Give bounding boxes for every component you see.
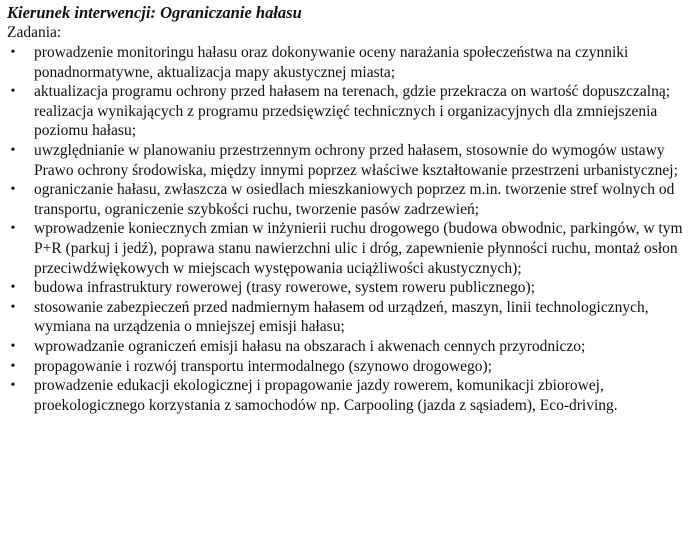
list-item (7, 180, 691, 219)
bullet-icon: • (10, 299, 16, 315)
list-item (7, 82, 691, 141)
task-text: propagowanie i rozwój transportu intermodalnego (szynowo drogowego); (34, 357, 492, 375)
list-item (7, 298, 691, 337)
list-item (7, 219, 691, 278)
task-text: prowadzenie edukacji ekologicznej i propagowanie jazdy rowerem, komunikacji zbiorowej, proekologicznego korzystania z samochodów np. Carpooling (jazda z sąsiadem), Eco-driving. (34, 377, 618, 414)
task-text: aktualizacja programu ochrony przed hałasem na terenach, gdzie przekracza on wartość dopuszczalną; realizacja wynikających z programu przedsięwzięć technicznych i organizacyjnych dla zmniejszenia poziomu hałasu; (34, 83, 671, 140)
task-text: stosowanie zabezpieczeń przed nadmiernym hałasem od urządzeń, maszyn, linii technologicznych, wymiana na urządzenia o mniejszej emisji hałasu; (34, 298, 649, 336)
task-text: wprowadzanie ograniczeń emisji hałasu na obszarach i akwenach cennych przyrodniczo; (34, 337, 586, 355)
list-item (7, 141, 691, 180)
bullet-icon: • (10, 378, 16, 394)
document (7, 3, 691, 415)
list-item (7, 337, 691, 357)
bullet-icon: • (10, 84, 16, 100)
task-text: budowa infrastruktury rowerowej (trasy rowerowe, system roweru publicznego); (34, 279, 536, 297)
task-text: wprowadzenie koniecznych zmian w inżynierii ruchu drogowego (budowa obwodnic, parkingów, w tym P+R (parkuj i jedź), poprawa stanu nawierzchni ulic i dróg, zapewnienie płynności ruchu, montaż osłon przeciwdźwiękowych w miejscach występowania uciążliwości akustycznych); (34, 220, 683, 277)
list-item (7, 357, 691, 377)
bullet-icon: • (10, 338, 16, 354)
task-text: ograniczanie hałasu, zwłaszcza w osiedlach mieszkaniowych poprzez m.in. tworzenie stref wolnych od transportu, ograniczenie szybkości ruchu, tworzenie pasów zadrzewień; (34, 181, 675, 218)
bullet-icon: • (10, 280, 16, 296)
tasks-label: Zadania: (7, 24, 62, 41)
section-heading: Kierunek interwencji: Ograniczanie hałasu (7, 3, 302, 22)
list-item (7, 278, 691, 298)
bullet-icon: • (10, 182, 16, 198)
bullet-icon: • (10, 221, 16, 237)
list-item (7, 43, 691, 82)
list-item (7, 376, 691, 415)
bullet-icon: • (10, 45, 16, 60)
task-text: prowadzenie monitoringu hałasu oraz dokonywanie oceny narażania społeczeństwa na czynniki ponadnormatywne, aktualizacja mapy akustycznej miasta; (34, 44, 629, 81)
task-list (7, 43, 691, 415)
task-text: uwzględnianie w planowaniu przestrzennym ochrony przed hałasem, stosownie do wymogów ustawy Prawo ochrony środowiska, między innymi poprzez właściwe kształtowanie przestrzeni urbanistycznej; (34, 141, 678, 179)
bullet-icon: • (10, 358, 16, 374)
bullet-icon: • (10, 142, 16, 158)
